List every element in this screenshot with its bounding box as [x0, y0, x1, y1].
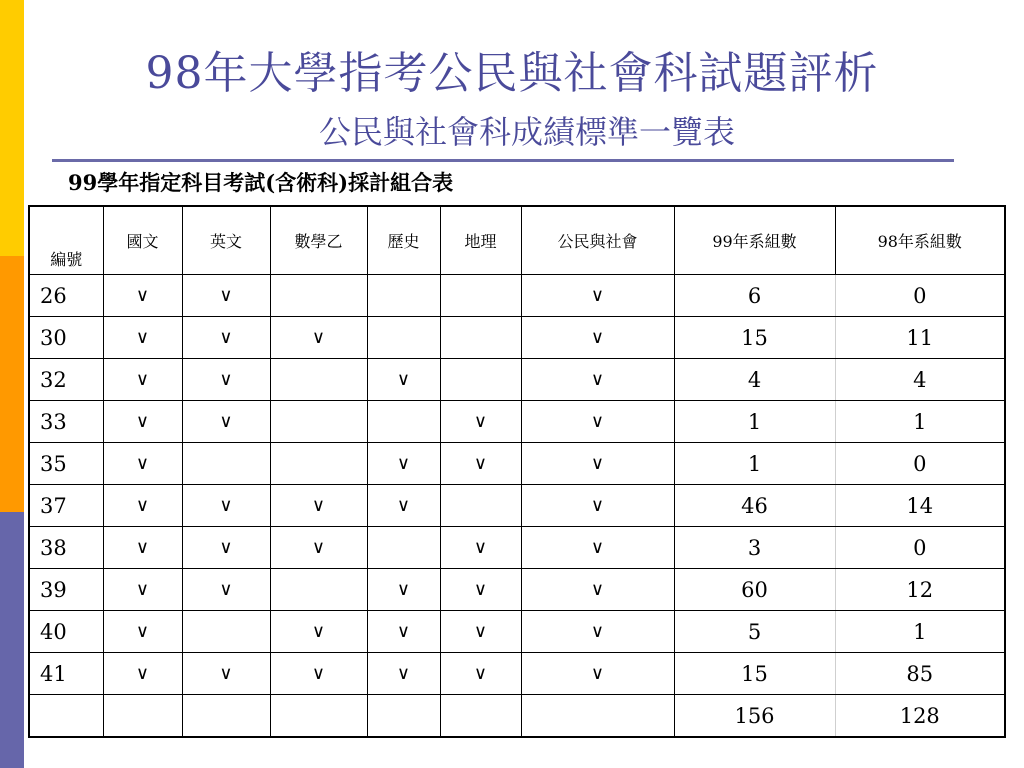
cell-geography: [440, 485, 521, 527]
header-math-b: 數學乙: [270, 206, 367, 275]
cell-math-b: ∨: [270, 485, 367, 527]
cell-geography: [440, 317, 521, 359]
cell-math-b: [270, 359, 367, 401]
cell-count-98: 0: [835, 443, 1005, 485]
header-english: 英文: [182, 206, 270, 275]
cell-count-98: 85: [835, 653, 1005, 695]
cell-civics: ∨: [521, 611, 674, 653]
slide-title: 98年大學指考公民與社會科試題評析: [145, 48, 879, 99]
cell-math-b: [270, 275, 367, 317]
table-row: [29, 443, 1005, 485]
cell-count-99: 3: [674, 527, 835, 569]
cell-count-99: 5: [674, 611, 835, 653]
cell-history: ∨: [367, 653, 440, 695]
cell-count-99: 46: [674, 485, 835, 527]
cell-geography: ∨: [440, 611, 521, 653]
cell-chinese: ∨: [103, 611, 182, 653]
cell-english: ∨: [182, 401, 270, 443]
cell-math-b: ∨: [270, 611, 367, 653]
cell-chinese: ∨: [103, 317, 182, 359]
cell-english: ∨: [182, 317, 270, 359]
header-chinese: 國文: [103, 206, 182, 275]
side-bar-orange: [0, 256, 24, 512]
cell-chinese: ∨: [103, 359, 182, 401]
header-history: 歷史: [367, 206, 440, 275]
cell-civics: ∨: [521, 443, 674, 485]
table-row: [29, 527, 1005, 569]
cell-count-98: 0: [835, 527, 1005, 569]
cell-count-99: 60: [674, 569, 835, 611]
cell-history: [367, 401, 440, 443]
cell-history: ∨: [367, 611, 440, 653]
cell-english: [182, 695, 270, 738]
cell-count-99: 4: [674, 359, 835, 401]
cell-civics: ∨: [521, 317, 674, 359]
cell-id: 35: [29, 443, 103, 485]
cell-count-99: 15: [674, 653, 835, 695]
cell-history: ∨: [367, 359, 440, 401]
cell-id: 40: [29, 611, 103, 653]
cell-chinese: ∨: [103, 275, 182, 317]
cell-geography: [440, 359, 521, 401]
cell-geography: ∨: [440, 653, 521, 695]
cell-math-b: ∨: [270, 653, 367, 695]
cell-geography: ∨: [440, 527, 521, 569]
cell-geography: ∨: [440, 569, 521, 611]
cell-id: 32: [29, 359, 103, 401]
cell-count-98: 0: [835, 275, 1005, 317]
table-row: [29, 485, 1005, 527]
cell-english: ∨: [182, 359, 270, 401]
cell-count-98: 1: [835, 611, 1005, 653]
cell-english: ∨: [182, 485, 270, 527]
cell-chinese: ∨: [103, 527, 182, 569]
table-row: [29, 317, 1005, 359]
cell-id: 38: [29, 527, 103, 569]
cell-civics: ∨: [521, 569, 674, 611]
cell-chinese: ∨: [103, 485, 182, 527]
cell-count-99: 6: [674, 275, 835, 317]
cell-history: ∨: [367, 569, 440, 611]
cell-count-98: 11: [835, 317, 1005, 359]
cell-english: ∨: [182, 653, 270, 695]
cell-id: 39: [29, 569, 103, 611]
cell-math-b: [270, 443, 367, 485]
cell-count-98: 14: [835, 485, 1005, 527]
cell-civics: ∨: [521, 401, 674, 443]
table-row: [29, 569, 1005, 611]
table-row: [29, 359, 1005, 401]
table-row: [29, 275, 1005, 317]
cell-civics: ∨: [521, 359, 674, 401]
cell-count-98: 128: [835, 695, 1005, 738]
cell-count-98: 4: [835, 359, 1005, 401]
cell-id: 41: [29, 653, 103, 695]
cell-english: ∨: [182, 527, 270, 569]
table-header-row: [29, 206, 1005, 275]
cell-history: [367, 695, 440, 738]
cell-civics: ∨: [521, 527, 674, 569]
cell-civics: ∨: [521, 653, 674, 695]
side-bar-purple: [0, 512, 24, 768]
cell-math-b: [270, 695, 367, 738]
title-divider: [52, 159, 954, 162]
cell-geography: [440, 275, 521, 317]
cell-count-99: 156: [674, 695, 835, 738]
cell-math-b: [270, 569, 367, 611]
cell-chinese: [103, 695, 182, 738]
cell-civics: [521, 695, 674, 738]
table-row: [29, 401, 1005, 443]
cell-geography: ∨: [440, 401, 521, 443]
cell-geography: ∨: [440, 443, 521, 485]
header-count-98: 98年系組數: [835, 206, 1005, 275]
cell-english: ∨: [182, 569, 270, 611]
cell-history: [367, 317, 440, 359]
table-body: [29, 275, 1005, 738]
table-row: [29, 653, 1005, 695]
cell-id: 33: [29, 401, 103, 443]
cell-count-99: 1: [674, 401, 835, 443]
cell-civics: ∨: [521, 485, 674, 527]
table-caption: 99學年指定科目考試(含術科)採計組合表: [68, 170, 454, 195]
cell-math-b: [270, 401, 367, 443]
header-count-99: 99年系組數: [674, 206, 835, 275]
slide-subtitle: 公民與社會科成績標準一覽表: [318, 113, 735, 151]
table-row: [29, 695, 1005, 738]
cell-count-99: 1: [674, 443, 835, 485]
cell-id: [29, 695, 103, 738]
cell-history: ∨: [367, 443, 440, 485]
cell-chinese: ∨: [103, 401, 182, 443]
cell-geography: [440, 695, 521, 738]
cell-id: 37: [29, 485, 103, 527]
header-id: 編號: [29, 206, 103, 275]
cell-chinese: ∨: [103, 569, 182, 611]
cell-math-b: ∨: [270, 527, 367, 569]
cell-english: [182, 443, 270, 485]
cell-id: 30: [29, 317, 103, 359]
cell-chinese: ∨: [103, 653, 182, 695]
cell-id: 26: [29, 275, 103, 317]
combination-table: [28, 205, 1006, 738]
cell-english: [182, 611, 270, 653]
cell-civics: ∨: [521, 275, 674, 317]
cell-count-98: 1: [835, 401, 1005, 443]
cell-history: ∨: [367, 485, 440, 527]
table-row: [29, 611, 1005, 653]
cell-history: [367, 527, 440, 569]
cell-english: ∨: [182, 275, 270, 317]
header-geography: 地理: [440, 206, 521, 275]
cell-chinese: ∨: [103, 443, 182, 485]
cell-count-99: 15: [674, 317, 835, 359]
cell-history: [367, 275, 440, 317]
cell-math-b: ∨: [270, 317, 367, 359]
cell-count-98: 12: [835, 569, 1005, 611]
header-civics: 公民與社會: [521, 206, 674, 275]
